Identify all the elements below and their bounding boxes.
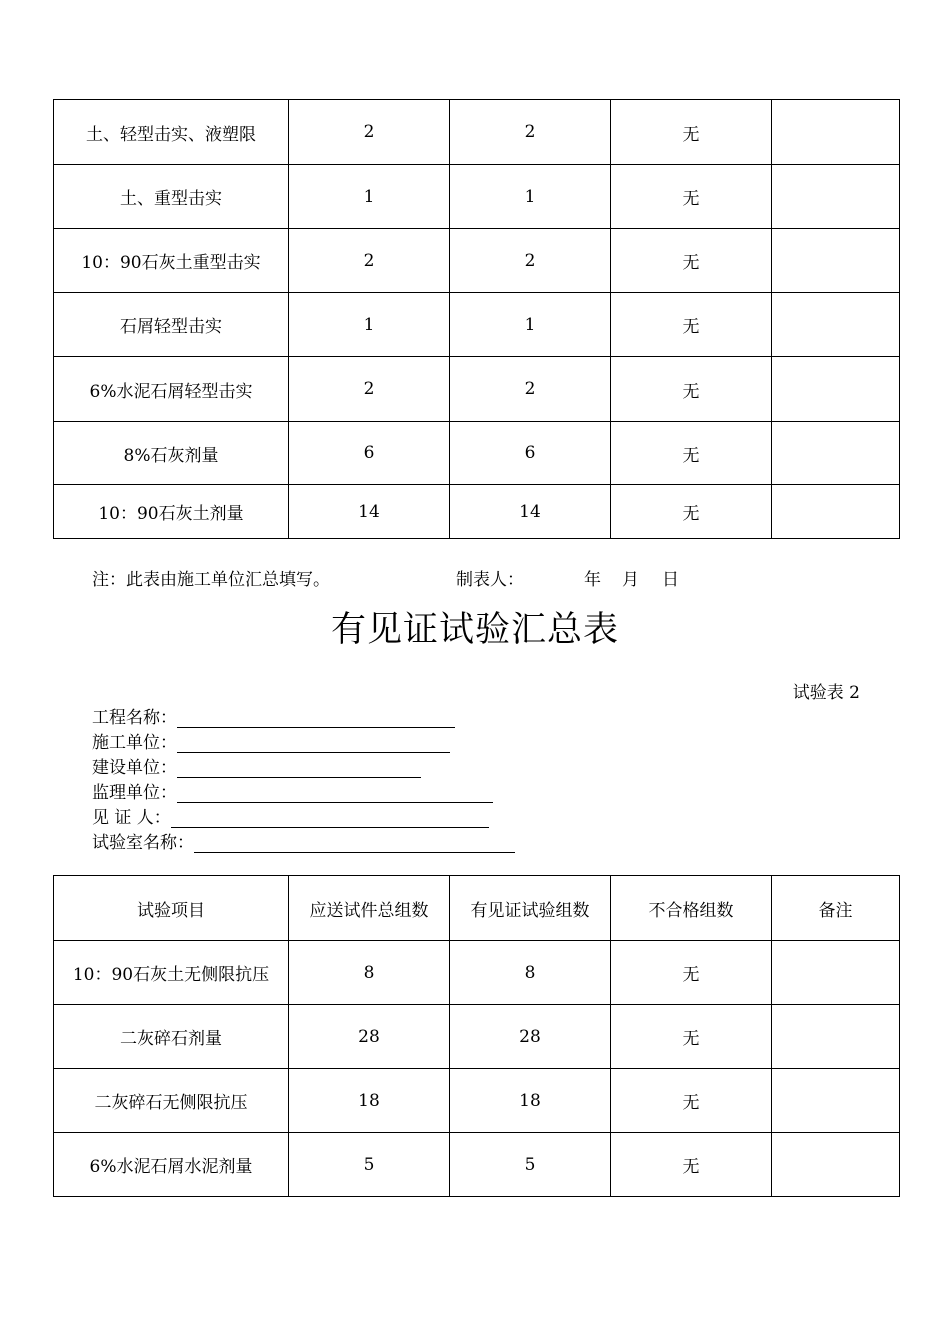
witnessed-groups-cell: 1: [450, 293, 611, 357]
witnessed-groups-cell: 2: [450, 229, 611, 293]
total-groups-cell: 1: [289, 293, 450, 357]
total-groups-cell: 18: [289, 1069, 450, 1133]
failed-groups-cell: 无: [611, 229, 772, 293]
failed-groups-cell: 无: [611, 357, 772, 422]
failed-groups-cell: 无: [611, 422, 772, 485]
supervision-unit-label: 监理单位：: [92, 783, 177, 803]
remarks-cell: [772, 1005, 900, 1069]
remarks-cell: [772, 165, 900, 229]
total-groups-cell: 5: [289, 1133, 450, 1197]
test-item-cell: 6%水泥石屑水泥剂量: [54, 1133, 289, 1197]
witnessed-groups-cell: 5: [450, 1133, 611, 1197]
project-name-label: 工程名称：: [92, 708, 177, 728]
total-groups-cell: 8: [289, 941, 450, 1005]
witnessed-groups-cell: 14: [450, 485, 611, 539]
year-label: 年: [584, 570, 601, 590]
witness-label: 见 证 人：: [92, 808, 171, 828]
test-item-cell: 二灰碎石剂量: [54, 1005, 289, 1069]
owner-unit-label: 建设单位：: [92, 758, 177, 778]
project-name-blank[interactable]: [177, 709, 455, 728]
day-label: 日: [662, 570, 679, 590]
witness-blank[interactable]: [171, 809, 489, 828]
failed-groups-cell: 无: [611, 485, 772, 539]
failed-groups-cell: 无: [611, 165, 772, 229]
witnessed-groups-cell: 2: [450, 357, 611, 422]
month-label: 月: [622, 570, 639, 590]
test-item-cell: 石屑轻型击实: [54, 293, 289, 357]
owner-unit-field: [92, 753, 421, 777]
witnessed-groups-cell: 28: [450, 1005, 611, 1069]
total-groups-cell: 28: [289, 1005, 450, 1069]
summary-table-continued: [53, 99, 900, 539]
table-row: [54, 1069, 900, 1133]
total-groups-cell: 14: [289, 485, 450, 539]
test-item-cell: 6%水泥石屑轻型击实: [54, 357, 289, 422]
table-row: [54, 229, 900, 293]
table-row: [54, 1005, 900, 1069]
project-name-field: [92, 703, 455, 727]
witness-field: [92, 803, 489, 827]
failed-groups-cell: 无: [611, 1069, 772, 1133]
failed-groups-cell: 无: [611, 1005, 772, 1069]
lab-name-blank[interactable]: [194, 834, 515, 853]
remarks-cell: [772, 941, 900, 1005]
header-total-groups: 应送试件总组数: [289, 876, 450, 941]
note-text: 注：此表由施工单位汇总填写。: [92, 570, 330, 590]
construction-unit-blank[interactable]: [177, 734, 450, 753]
failed-groups-cell: 无: [611, 100, 772, 165]
remarks-cell: [772, 422, 900, 485]
remarks-cell: [772, 100, 900, 165]
witnessed-groups-cell: 1: [450, 165, 611, 229]
test-item-cell: 土、轻型击实、液塑限: [54, 100, 289, 165]
table-row: [54, 165, 900, 229]
supervision-unit-field: [92, 778, 493, 802]
witnessed-groups-cell: 6: [450, 422, 611, 485]
test-item-cell: 二灰碎石无侧限抗压: [54, 1069, 289, 1133]
remarks-cell: [772, 485, 900, 539]
remarks-cell: [772, 229, 900, 293]
owner-unit-blank[interactable]: [177, 759, 421, 778]
lab-name-label: 试验室名称：: [92, 833, 194, 853]
header-failed-groups: 不合格组数: [611, 876, 772, 941]
header-witnessed-groups: 有见证试验组数: [450, 876, 611, 941]
witnessed-groups-cell: 18: [450, 1069, 611, 1133]
maker-label: 制表人：: [456, 570, 524, 590]
table-header-row: [54, 876, 900, 941]
construction-unit-label: 施工单位：: [92, 733, 177, 753]
table-row: [54, 941, 900, 1005]
total-groups-cell: 2: [289, 100, 450, 165]
remarks-cell: [772, 1069, 900, 1133]
header-test-item: 试验项目: [54, 876, 289, 941]
supervision-unit-blank[interactable]: [177, 784, 493, 803]
total-groups-cell: 6: [289, 422, 450, 485]
lab-name-field: [92, 828, 515, 852]
test-item-cell: 8%石灰剂量: [54, 422, 289, 485]
page-title: 有见证试验汇总表: [330, 610, 619, 650]
form-number: 试验表 2: [792, 683, 860, 703]
table-row: [54, 357, 900, 422]
header-remarks: 备注: [772, 876, 900, 941]
remarks-cell: [772, 357, 900, 422]
remarks-cell: [772, 293, 900, 357]
witnessed-test-summary-table: [53, 875, 900, 1197]
test-item-cell: 10：90石灰土重型击实: [54, 229, 289, 293]
construction-unit-field: [92, 728, 450, 752]
table-row: [54, 100, 900, 165]
total-groups-cell: 2: [289, 229, 450, 293]
failed-groups-cell: 无: [611, 941, 772, 1005]
total-groups-cell: 2: [289, 357, 450, 422]
table-row: [54, 422, 900, 485]
table-row: [54, 293, 900, 357]
total-groups-cell: 1: [289, 165, 450, 229]
test-item-cell: 10：90石灰土剂量: [54, 485, 289, 539]
witnessed-groups-cell: 8: [450, 941, 611, 1005]
test-item-cell: 土、重型击实: [54, 165, 289, 229]
test-item-cell: 10：90石灰土无侧限抗压: [54, 941, 289, 1005]
failed-groups-cell: 无: [611, 293, 772, 357]
failed-groups-cell: 无: [611, 1133, 772, 1197]
witnessed-groups-cell: 2: [450, 100, 611, 165]
table-row: [54, 1133, 900, 1197]
table-row: [54, 485, 900, 539]
remarks-cell: [772, 1133, 900, 1197]
